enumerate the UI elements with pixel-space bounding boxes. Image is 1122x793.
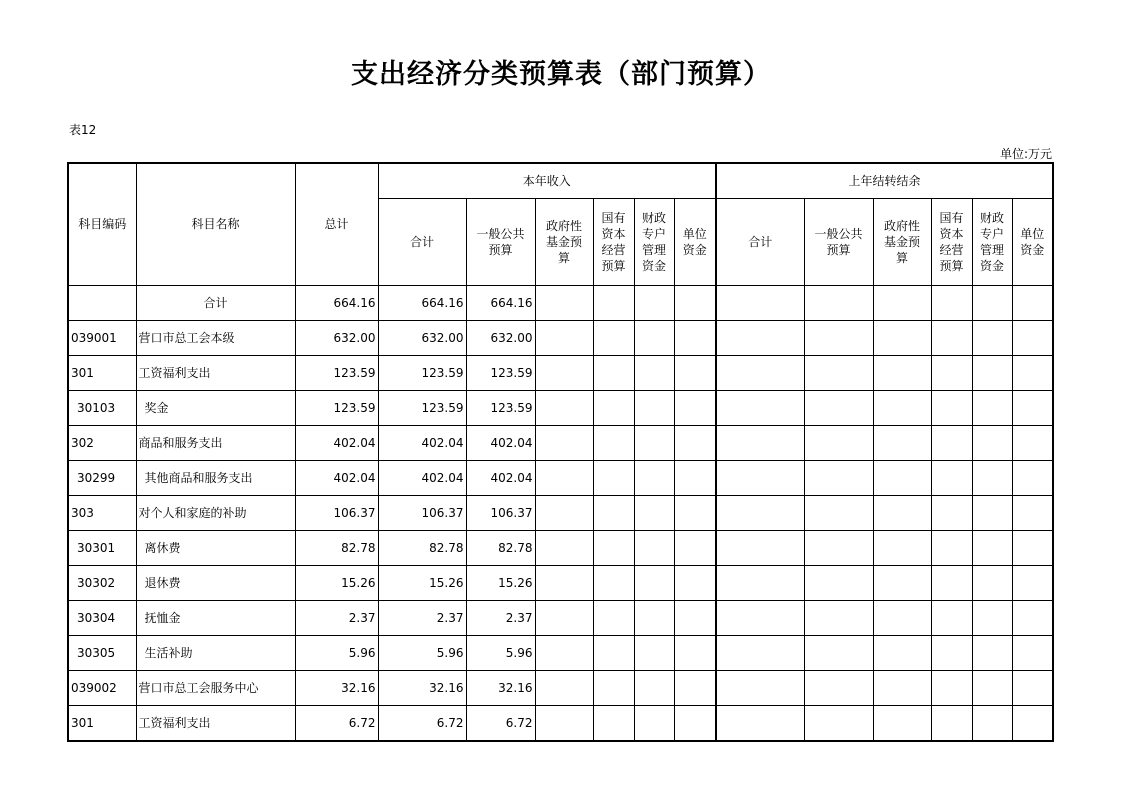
page-title: 支出经济分类预算表（部门预算） — [351, 59, 771, 90]
cell-empty — [873, 460, 931, 495]
cell-empty — [593, 355, 634, 390]
cell-empty — [593, 495, 634, 530]
cell-empty — [931, 390, 972, 425]
table-row — [68, 635, 1053, 670]
cell-general: 402.04 — [466, 425, 535, 460]
cell-empty — [873, 635, 931, 670]
cell-empty — [535, 460, 593, 495]
cell-name: 离休费 — [136, 530, 295, 565]
cell-empty — [873, 705, 931, 741]
cell-empty — [716, 565, 804, 600]
cell-empty — [931, 320, 972, 355]
cell-empty — [634, 565, 674, 600]
cell-empty — [804, 495, 873, 530]
cell-empty — [972, 600, 1012, 635]
cell-empty — [593, 390, 634, 425]
cell-empty — [972, 425, 1012, 460]
cell-sum: 402.04 — [378, 460, 466, 495]
table-row — [68, 460, 1053, 495]
cell-empty — [634, 670, 674, 705]
cell-empty — [972, 530, 1012, 565]
header-unit-fund-carry: 单位资金 — [1012, 198, 1053, 285]
header-unit-fund: 单位资金 — [674, 198, 716, 285]
cell-empty — [873, 565, 931, 600]
cell-empty — [931, 530, 972, 565]
cell-empty — [716, 495, 804, 530]
cell-empty — [535, 495, 593, 530]
cell-general: 2.37 — [466, 600, 535, 635]
cell-code: 30301 — [68, 530, 136, 565]
table-row — [68, 285, 1053, 320]
cell-empty — [634, 285, 674, 320]
header-sum-carry: 合计 — [716, 198, 804, 285]
cell-name: 其他商品和服务支出 — [136, 460, 295, 495]
cell-code — [68, 285, 136, 320]
cell-empty — [593, 705, 634, 741]
cell-empty — [972, 355, 1012, 390]
cell-empty — [972, 320, 1012, 355]
cell-empty — [535, 670, 593, 705]
cell-total: 123.59 — [295, 355, 378, 390]
cell-empty — [593, 600, 634, 635]
cell-empty — [535, 285, 593, 320]
cell-empty — [593, 670, 634, 705]
cell-name: 工资福利支出 — [136, 705, 295, 741]
cell-empty — [931, 355, 972, 390]
cell-name: 商品和服务支出 — [136, 425, 295, 460]
cell-sum: 15.26 — [378, 565, 466, 600]
cell-name: 合计 — [136, 285, 295, 320]
cell-empty — [716, 460, 804, 495]
cell-total: 32.16 — [295, 670, 378, 705]
cell-empty — [674, 425, 716, 460]
cell-empty — [804, 565, 873, 600]
cell-sum: 106.37 — [378, 495, 466, 530]
cell-empty — [716, 530, 804, 565]
header-sum: 合计 — [378, 198, 466, 285]
cell-empty — [972, 670, 1012, 705]
cell-empty — [931, 285, 972, 320]
cell-empty — [535, 355, 593, 390]
cell-name: 对个人和家庭的补助 — [136, 495, 295, 530]
cell-code: 303 — [68, 495, 136, 530]
cell-general: 15.26 — [466, 565, 535, 600]
cell-empty — [1012, 600, 1053, 635]
cell-empty — [674, 355, 716, 390]
cell-empty — [1012, 530, 1053, 565]
cell-empty — [804, 425, 873, 460]
cell-empty — [674, 565, 716, 600]
cell-empty — [674, 705, 716, 741]
table-row — [68, 670, 1053, 705]
cell-code: 30304 — [68, 600, 136, 635]
header-current-income: 本年收入 — [378, 163, 716, 198]
cell-empty — [716, 390, 804, 425]
cell-empty — [535, 320, 593, 355]
cell-empty — [972, 390, 1012, 425]
cell-empty — [634, 495, 674, 530]
table-row — [68, 565, 1053, 600]
cell-empty — [674, 390, 716, 425]
cell-empty — [1012, 285, 1053, 320]
cell-empty — [535, 425, 593, 460]
cell-empty — [972, 285, 1012, 320]
cell-name: 生活补助 — [136, 635, 295, 670]
cell-empty — [716, 425, 804, 460]
cell-code: 30305 — [68, 635, 136, 670]
header-carryover: 上年结转结余 — [716, 163, 1053, 198]
cell-general: 6.72 — [466, 705, 535, 741]
cell-empty — [804, 670, 873, 705]
table-row — [68, 320, 1053, 355]
cell-empty — [931, 495, 972, 530]
cell-empty — [873, 355, 931, 390]
cell-sum: 123.59 — [378, 390, 466, 425]
cell-empty — [972, 635, 1012, 670]
cell-general: 32.16 — [466, 670, 535, 705]
cell-empty — [674, 530, 716, 565]
cell-empty — [634, 355, 674, 390]
cell-empty — [804, 460, 873, 495]
cell-total: 664.16 — [295, 285, 378, 320]
cell-empty — [634, 600, 674, 635]
table-row — [68, 530, 1053, 565]
cell-empty — [931, 600, 972, 635]
cell-sum: 632.00 — [378, 320, 466, 355]
header-code: 科目编码 — [68, 163, 136, 285]
cell-general: 123.59 — [466, 355, 535, 390]
cell-code: 039001 — [68, 320, 136, 355]
cell-total: 106.37 — [295, 495, 378, 530]
cell-empty — [804, 635, 873, 670]
cell-sum: 123.59 — [378, 355, 466, 390]
cell-total: 2.37 — [295, 600, 378, 635]
cell-empty — [1012, 635, 1053, 670]
cell-empty — [1012, 670, 1053, 705]
table-body — [68, 285, 1053, 741]
unit-label: 单位:万元 — [999, 147, 1052, 161]
cell-sum: 402.04 — [378, 425, 466, 460]
cell-empty — [535, 565, 593, 600]
cell-empty — [593, 460, 634, 495]
cell-empty — [873, 495, 931, 530]
cell-empty — [1012, 565, 1053, 600]
cell-empty — [804, 705, 873, 741]
cell-general: 5.96 — [466, 635, 535, 670]
cell-sum: 2.37 — [378, 600, 466, 635]
cell-empty — [634, 705, 674, 741]
header-fiscal-special: 财政专户管理资金 — [634, 198, 674, 285]
cell-name: 退休费 — [136, 565, 295, 600]
header-state-capital-carry: 国有资本经营预算 — [931, 198, 972, 285]
cell-name: 抚恤金 — [136, 600, 295, 635]
cell-name: 营口市总工会本级 — [136, 320, 295, 355]
cell-empty — [674, 320, 716, 355]
cell-empty — [535, 635, 593, 670]
table-row — [68, 425, 1053, 460]
cell-empty — [716, 600, 804, 635]
cell-empty — [674, 495, 716, 530]
cell-empty — [535, 600, 593, 635]
cell-empty — [1012, 495, 1053, 530]
table-row — [68, 355, 1053, 390]
cell-total: 632.00 — [295, 320, 378, 355]
cell-sum: 664.16 — [378, 285, 466, 320]
cell-empty — [593, 565, 634, 600]
cell-empty — [1012, 355, 1053, 390]
cell-code: 301 — [68, 355, 136, 390]
cell-empty — [804, 355, 873, 390]
table-row — [68, 390, 1053, 425]
cell-empty — [873, 320, 931, 355]
cell-empty — [931, 635, 972, 670]
cell-empty — [674, 635, 716, 670]
cell-total: 402.04 — [295, 425, 378, 460]
cell-code: 30302 — [68, 565, 136, 600]
cell-empty — [1012, 425, 1053, 460]
header-fiscal-special-carry: 财政专户管理资金 — [972, 198, 1012, 285]
cell-empty — [804, 285, 873, 320]
cell-empty — [716, 670, 804, 705]
cell-empty — [593, 320, 634, 355]
cell-empty — [716, 320, 804, 355]
cell-total: 6.72 — [295, 705, 378, 741]
cell-empty — [535, 705, 593, 741]
cell-empty — [931, 460, 972, 495]
cell-empty — [716, 705, 804, 741]
cell-empty — [1012, 390, 1053, 425]
cell-empty — [674, 460, 716, 495]
cell-empty — [674, 670, 716, 705]
cell-name: 营口市总工会服务中心 — [136, 670, 295, 705]
header-total: 总计 — [295, 163, 378, 285]
cell-total: 15.26 — [295, 565, 378, 600]
header-name: 科目名称 — [136, 163, 295, 285]
cell-empty — [873, 530, 931, 565]
cell-general: 82.78 — [466, 530, 535, 565]
cell-empty — [931, 705, 972, 741]
cell-empty — [674, 600, 716, 635]
cell-empty — [593, 530, 634, 565]
cell-empty — [716, 355, 804, 390]
cell-empty — [634, 390, 674, 425]
header-gov-fund: 政府性基金预算 — [535, 198, 593, 285]
cell-empty — [674, 285, 716, 320]
cell-empty — [1012, 460, 1053, 495]
cell-general: 123.59 — [466, 390, 535, 425]
cell-empty — [716, 285, 804, 320]
header-state-capital: 国有资本经营预算 — [593, 198, 634, 285]
cell-empty — [873, 425, 931, 460]
cell-code: 30299 — [68, 460, 136, 495]
cell-code: 039002 — [68, 670, 136, 705]
cell-code: 301 — [68, 705, 136, 741]
cell-empty — [1012, 705, 1053, 741]
cell-empty — [972, 565, 1012, 600]
cell-empty — [972, 705, 1012, 741]
cell-total: 5.96 — [295, 635, 378, 670]
header-gov-fund-carry: 政府性基金预算 — [873, 198, 931, 285]
cell-empty — [593, 425, 634, 460]
cell-empty — [873, 285, 931, 320]
table-row — [68, 495, 1053, 530]
table-number: 表12 — [69, 123, 97, 137]
cell-empty — [804, 600, 873, 635]
cell-empty — [716, 635, 804, 670]
cell-general: 402.04 — [466, 460, 535, 495]
table-row — [68, 705, 1053, 741]
cell-general: 106.37 — [466, 495, 535, 530]
header-general-carry: 一般公共预算 — [804, 198, 873, 285]
cell-name: 工资福利支出 — [136, 355, 295, 390]
cell-total: 402.04 — [295, 460, 378, 495]
cell-empty — [1012, 320, 1053, 355]
cell-total: 82.78 — [295, 530, 378, 565]
cell-empty — [972, 495, 1012, 530]
cell-empty — [804, 320, 873, 355]
cell-empty — [931, 425, 972, 460]
cell-empty — [873, 600, 931, 635]
cell-empty — [634, 320, 674, 355]
cell-empty — [634, 635, 674, 670]
cell-empty — [873, 670, 931, 705]
cell-empty — [593, 635, 634, 670]
cell-sum: 6.72 — [378, 705, 466, 741]
cell-empty — [634, 460, 674, 495]
budget-table — [67, 162, 1054, 742]
cell-code: 30103 — [68, 390, 136, 425]
cell-empty — [634, 530, 674, 565]
cell-name: 奖金 — [136, 390, 295, 425]
header-general: 一般公共预算 — [466, 198, 535, 285]
cell-empty — [931, 670, 972, 705]
cell-empty — [535, 530, 593, 565]
cell-empty — [804, 530, 873, 565]
cell-code: 302 — [68, 425, 136, 460]
cell-sum: 32.16 — [378, 670, 466, 705]
cell-empty — [931, 565, 972, 600]
cell-empty — [972, 460, 1012, 495]
cell-empty — [535, 390, 593, 425]
cell-empty — [804, 390, 873, 425]
cell-empty — [873, 390, 931, 425]
cell-total: 123.59 — [295, 390, 378, 425]
cell-empty — [593, 285, 634, 320]
cell-general: 632.00 — [466, 320, 535, 355]
table-row — [68, 600, 1053, 635]
cell-sum: 5.96 — [378, 635, 466, 670]
cell-empty — [634, 425, 674, 460]
cell-sum: 82.78 — [378, 530, 466, 565]
cell-general: 664.16 — [466, 285, 535, 320]
